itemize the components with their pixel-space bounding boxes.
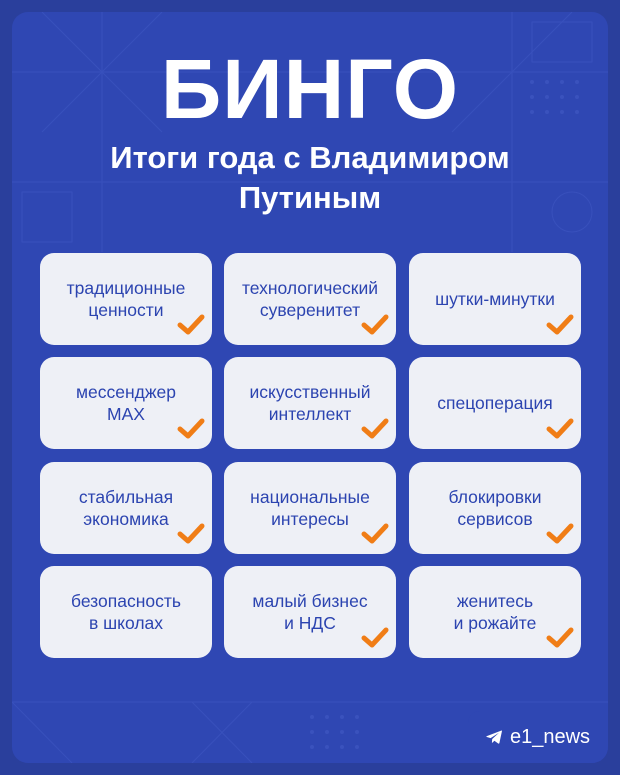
bingo-card-label: спецоперация xyxy=(437,393,553,413)
bingo-card xyxy=(224,253,396,345)
checkmark-icon xyxy=(360,417,390,441)
bingo-card-label: стабильная экономика xyxy=(78,487,174,529)
checkmark-icon xyxy=(360,626,390,650)
bingo-card-label: технологический суверенитет xyxy=(241,278,379,320)
checkmark-icon xyxy=(545,417,575,441)
bingo-card-label: блокировки сервисов xyxy=(448,487,542,529)
bingo-card xyxy=(409,253,581,345)
bingo-card xyxy=(224,566,396,658)
bingo-card-label: мессенджер MAX xyxy=(75,382,177,424)
checkmark-icon xyxy=(545,522,575,546)
bingo-card-label: национальные интересы xyxy=(250,487,370,529)
bingo-card-label: искусственный интеллект xyxy=(249,382,371,424)
bingo-card xyxy=(224,357,396,449)
bingo-card xyxy=(40,253,212,345)
channel-badge[interactable] xyxy=(468,711,608,763)
checkmark-icon xyxy=(176,313,206,337)
checkmark-icon xyxy=(176,417,206,441)
checkmark-icon xyxy=(360,313,390,337)
bingo-card xyxy=(40,566,212,658)
bingo-card xyxy=(40,357,212,449)
bingo-card-label: женитесь и рожайте xyxy=(453,591,537,633)
page-subtitle: Итоги года с Владимиром Путиным xyxy=(110,140,510,215)
bingo-card xyxy=(409,462,581,554)
bingo-card xyxy=(409,566,581,658)
bingo-card xyxy=(224,462,396,554)
telegram-icon xyxy=(486,730,502,744)
checkmark-icon xyxy=(360,522,390,546)
channel-name: e1_news xyxy=(509,725,591,748)
bingo-card-label: безопасность в школах xyxy=(71,591,181,633)
checkmark-icon xyxy=(176,522,206,546)
checkmark-icon xyxy=(545,626,575,650)
bingo-card-label: малый бизнес и НДС xyxy=(252,591,368,633)
bingo-card-label: шутки-минутки xyxy=(435,289,555,309)
bingo-card xyxy=(409,357,581,449)
bingo-card-label: традиционные ценности xyxy=(66,278,186,320)
bingo-card xyxy=(40,462,212,554)
checkmark-icon xyxy=(545,313,575,337)
page-title: БИНГО xyxy=(160,42,460,136)
